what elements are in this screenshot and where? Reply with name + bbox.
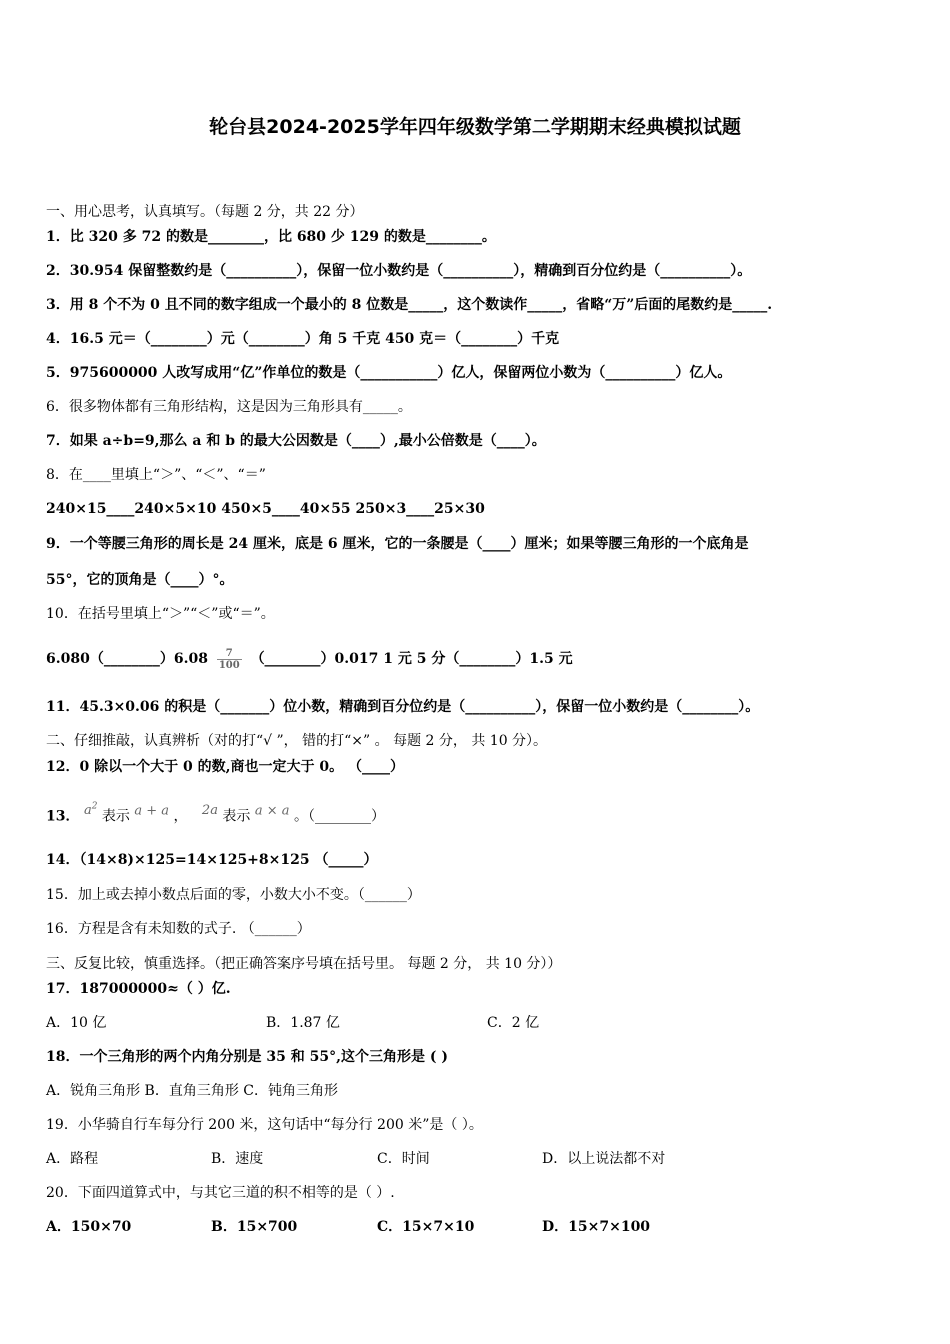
fraction-numerator: 7 <box>217 648 242 660</box>
question-3: 3．用 8 个不为 0 且不同的数字组成一个最小的 8 位数是_____，这个数读作_____，省略“万”后面的尾数约是_____. <box>46 297 773 313</box>
option-c: C．2 亿 <box>487 1015 540 1031</box>
question-15: 15．加上或去掉小数点后面的零，小数大小不变。（______） <box>46 887 421 903</box>
question-5: 5．975600000 人改写成用“亿”作单位的数是（___________）亿人，保留两位小数为（__________）亿人。 <box>46 365 732 381</box>
question-6: 6．很多物体都有三角形结构，这是因为三角形具有_____。 <box>46 399 412 415</box>
question-17: 17．187000000≈（ ）亿. <box>46 981 231 997</box>
question-13-text-1: 表示 <box>101 808 130 825</box>
option-a: A．150×70 <box>46 1219 132 1235</box>
option-b: B．15×700 <box>211 1219 298 1235</box>
math-a: a <box>83 803 92 819</box>
question-10-item-b: （________）0.017 1 元 5 分（________）1.5 元 <box>250 651 573 667</box>
question-8: 8．在____里填上“＞”、“＜”、“＝” <box>46 467 266 483</box>
question-13-number: 13． <box>46 808 80 825</box>
fraction-7-100 <box>217 648 242 671</box>
question-18-options: A．锐角三角形 B．直角三角形 C．钝角三角形 <box>46 1083 339 1099</box>
section-1-heading: 一、用心思考，认真填写。（每题 2 分，共 22 分） <box>46 204 364 220</box>
question-13-comma: ， <box>173 808 188 825</box>
question-13-text-2: 表示 <box>222 808 251 825</box>
question-20: 20．下面四道算式中，与其它三道的积不相等的是（ ）. <box>46 1185 395 1201</box>
question-16: 16．方程是含有未知数的式子. （______） <box>46 921 311 937</box>
math-exponent: 2 <box>91 802 98 812</box>
option-b: B．速度 <box>211 1151 264 1167</box>
fraction-denominator: 100 <box>218 659 240 671</box>
question-2: 2．30.954 保留整数约是（__________），保留一位小数约是（__________），精确到百分位约是（__________）。 <box>46 263 752 279</box>
math-2a: 2a <box>201 803 218 819</box>
option-c: C．15×7×10 <box>377 1219 475 1235</box>
question-12: 12．0 除以一个大于 0 的数,商也一定大于 0。 （____） <box>46 759 404 775</box>
question-10-items <box>46 645 573 673</box>
option-b: B．1.87 亿 <box>266 1015 340 1031</box>
question-18: 18．一个三角形的两个内角分别是 35 和 55°,这个三角形是 ( ) <box>46 1049 448 1065</box>
math-a-squared <box>84 803 98 818</box>
option-a: A．10 亿 <box>46 1015 107 1031</box>
option-a: A．路程 <box>46 1151 99 1167</box>
question-17-options <box>46 1014 539 1032</box>
option-d: D．15×7×100 <box>542 1219 651 1235</box>
page-title: 轮台县2024-2025学年四年级数学第二学期期末经典模拟试题 <box>209 116 741 138</box>
section-2-heading: 二、仔细推敲，认真辨析（对的打“√ ”， 错的打“×” 。 每题 2 分， 共 10 分）。 <box>46 733 548 749</box>
option-d: D．以上说法都不对 <box>542 1151 666 1167</box>
question-4: 4．16.5 元＝（________）元（________）角 5 千克 450 克＝（________）千克 <box>46 331 560 347</box>
question-9-line-2: 55°，它的顶角是（____）°。 <box>46 572 234 588</box>
question-20-options <box>46 1218 650 1236</box>
question-10-item-a: 6.080（________）6.08 <box>46 651 208 667</box>
math-a-times-a: a × a <box>254 803 290 819</box>
question-7: 7．如果 a÷b=9,那么 a 和 b 的最大公因数是（____）,最小公倍数是（____）。 <box>46 433 546 449</box>
question-8-items: 240×15____240×5×10 450×5____40×55 250×3____25×30 <box>46 501 485 517</box>
question-1: 1．比 320 多 72 的数是________，比 680 少 129 的数是________。 <box>46 229 496 245</box>
section-3-heading: 三、反复比较，慎重选择。（把正确答案序号填在括号里。 每题 2 分， 共 10 分）） <box>46 956 562 972</box>
question-10: 10．在括号里填上“＞”“＜”或“＝”。 <box>46 606 275 622</box>
option-c: C．时间 <box>377 1151 430 1167</box>
question-19: 19．小华骑自行车每分行 200 米，这句话中“每分行 200 米”是（ ）。 <box>46 1117 483 1133</box>
question-13-end: 。（________） <box>293 808 385 825</box>
question-14: 14．（14×8)×125=14×125+8×125 （_____） <box>46 852 378 868</box>
question-19-options <box>46 1150 665 1168</box>
question-11: 11．45.3×0.06 的积是（_______）位小数，精确到百分位约是（__________），保留一位小数约是（________）。 <box>46 699 760 715</box>
question-13 <box>46 795 385 828</box>
question-9-line-1: 9．一个等腰三角形的周长是 24 厘米，底是 6 厘米，它的一条腰是（____）厘米；如果等腰三角形的一个底角是 <box>46 536 749 552</box>
math-a-plus-a: a + a <box>134 803 170 819</box>
